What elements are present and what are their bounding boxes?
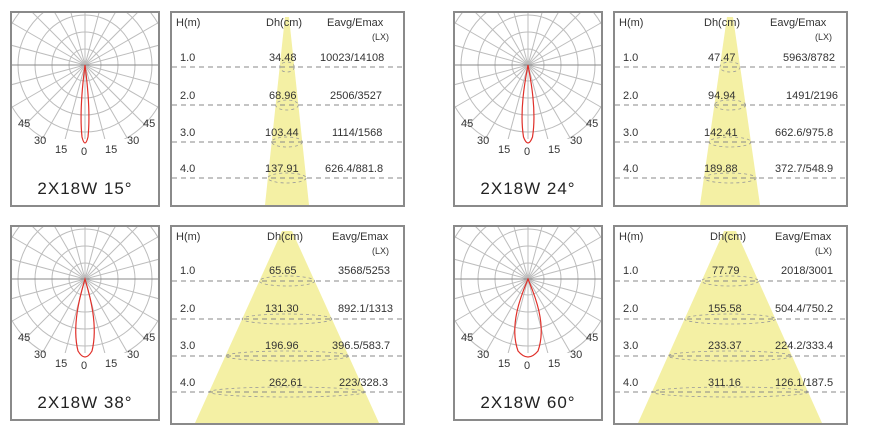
row-e: 224.2/333.4: [775, 340, 834, 352]
beam-table-60: [613, 225, 848, 425]
angle-label: 15: [498, 144, 511, 156]
row-dh: 94.94: [708, 90, 736, 102]
header-unit: (LX): [815, 32, 833, 42]
row-dh: 77.79: [712, 265, 740, 277]
row-h: 1.0: [623, 52, 639, 64]
row-e: 5963/8782: [783, 52, 835, 64]
angle-label: 45: [461, 332, 474, 344]
polar-grid-lines: [12, 227, 158, 363]
header-h: H(m): [619, 231, 644, 243]
row-h: 2.0: [180, 90, 196, 102]
row-dh: 189.88: [704, 163, 738, 175]
beam-title: 2X18W 15°: [37, 179, 133, 198]
row-dh: 131.30: [265, 303, 299, 315]
row-dh: 233.37: [708, 340, 742, 352]
angle-label: 15: [105, 358, 118, 370]
angle-label: 30: [570, 135, 583, 147]
row-dh: 103.44: [265, 127, 299, 139]
beam-table-24: [613, 11, 848, 207]
beam-table-15: [170, 11, 405, 207]
beam-cone-shape: [265, 17, 309, 205]
angle-label: 15: [55, 144, 68, 156]
row-dh: 311.16: [708, 377, 741, 389]
row-e: 2018/3001: [781, 265, 833, 277]
header-eavg: Eavg/Emax: [327, 17, 384, 29]
angle-label: 30: [477, 135, 490, 147]
angle-label: 15: [55, 358, 68, 370]
angle-label: 0: [81, 146, 88, 158]
angle-label: 30: [34, 135, 47, 147]
row-e: 1491/2196: [786, 90, 838, 102]
polar-diagram-15: [10, 11, 160, 207]
beam-cone-shape: [638, 231, 822, 423]
row-h: 3.0: [180, 127, 196, 139]
row-dh: 34.48: [269, 52, 297, 64]
header-eavg: Eavg/Emax: [775, 231, 832, 243]
angle-label: 45: [143, 332, 156, 344]
row-h: 1.0: [180, 52, 196, 64]
row-h: 1.0: [623, 265, 639, 277]
row-e: 10023/14108: [320, 52, 385, 64]
angle-label: 45: [143, 118, 156, 130]
angle-label: 0: [81, 360, 88, 372]
row-e: 504.4/750.2: [775, 303, 834, 315]
polar-grid-lines: [455, 13, 601, 149]
row-h: 1.0: [180, 265, 196, 277]
header-h: H(m): [176, 17, 201, 29]
header-dh: Dh(cm): [710, 231, 747, 243]
row-e: 2506/3527: [330, 90, 382, 102]
row-e: 3568/5253: [338, 265, 390, 277]
polar-grid: [12, 13, 158, 205]
row-dh: 196.96: [265, 340, 299, 352]
beam-cone-shape: [700, 17, 760, 205]
polar-grid: [455, 227, 601, 419]
beam-title: 2X18W 38°: [37, 393, 133, 412]
row-dh: 65.65: [269, 265, 297, 277]
angle-label: 45: [586, 332, 599, 344]
header-eavg: Eavg/Emax: [332, 231, 389, 243]
row-e: 396.5/583.7: [332, 340, 391, 352]
row-dh: 137.91: [265, 163, 299, 175]
angle-label: 30: [570, 349, 583, 361]
row-h: 3.0: [623, 127, 639, 139]
header-dh: Dh(cm): [704, 17, 741, 29]
polar-diagram-24: [453, 11, 603, 207]
row-dh: 68.96: [269, 90, 297, 102]
row-h: 4.0: [180, 163, 196, 175]
beam-cone: [172, 13, 403, 205]
header-h: H(m): [619, 17, 644, 29]
beam-cone: [172, 227, 403, 423]
row-dh: 142.41: [704, 127, 738, 139]
row-h: 2.0: [180, 303, 196, 315]
row-h: 4.0: [623, 377, 639, 389]
row-e: 1114/1568: [332, 127, 383, 139]
beam-cone: [615, 227, 846, 423]
row-h: 2.0: [623, 90, 639, 102]
row-h: 4.0: [623, 163, 639, 175]
polar-grid: [455, 13, 601, 205]
row-dh: 155.58: [708, 303, 742, 315]
polar-grid: [12, 227, 158, 419]
beam-cone-shape: [195, 231, 379, 423]
row-h: 4.0: [180, 377, 196, 389]
angle-label: 45: [461, 118, 474, 130]
header-unit: (LX): [372, 246, 390, 256]
beam-cone: [615, 13, 846, 205]
angle-label: 0: [524, 146, 531, 158]
header-h: H(m): [176, 231, 201, 243]
row-e: 372.7/548.9: [775, 163, 834, 175]
polar-grid-lines: [455, 227, 601, 363]
polar-grid-lines: [12, 13, 158, 149]
beam-table-38: [170, 225, 405, 425]
angle-label: 15: [498, 358, 511, 370]
row-dh: 262.61: [269, 377, 303, 389]
angle-label: 0: [524, 360, 531, 372]
angle-label: 30: [127, 349, 140, 361]
row-e: 626.4/881.8: [325, 163, 384, 175]
row-dh: 47.47: [708, 52, 736, 64]
header-unit: (LX): [815, 246, 833, 256]
angle-label: 15: [548, 358, 561, 370]
angle-label: 30: [127, 135, 140, 147]
row-e: 223/328.3: [339, 377, 388, 389]
beam-title: 2X18W 24°: [480, 179, 576, 198]
header-eavg: Eavg/Emax: [770, 17, 827, 29]
header-dh: Dh(cm): [267, 231, 304, 243]
row-e: 126.1/187.5: [775, 377, 834, 389]
angle-label: 30: [477, 349, 490, 361]
angle-label: 15: [105, 144, 118, 156]
angle-label: 30: [34, 349, 47, 361]
polar-diagram-60: [453, 225, 603, 421]
beam-title: 2X18W 60°: [480, 393, 576, 412]
row-h: 3.0: [180, 340, 196, 352]
angle-label: 45: [18, 332, 31, 344]
row-h: 3.0: [623, 340, 639, 352]
polar-diagram-38: [10, 225, 160, 421]
header-unit: (LX): [372, 32, 390, 42]
angle-label: 45: [586, 118, 599, 130]
header-dh: Dh(cm): [266, 17, 303, 29]
row-h: 2.0: [623, 303, 639, 315]
row-e: 662.6/975.8: [775, 127, 834, 139]
angle-label: 15: [548, 144, 561, 156]
angle-label: 45: [18, 118, 31, 130]
row-e: 892.1/1313: [338, 303, 394, 315]
